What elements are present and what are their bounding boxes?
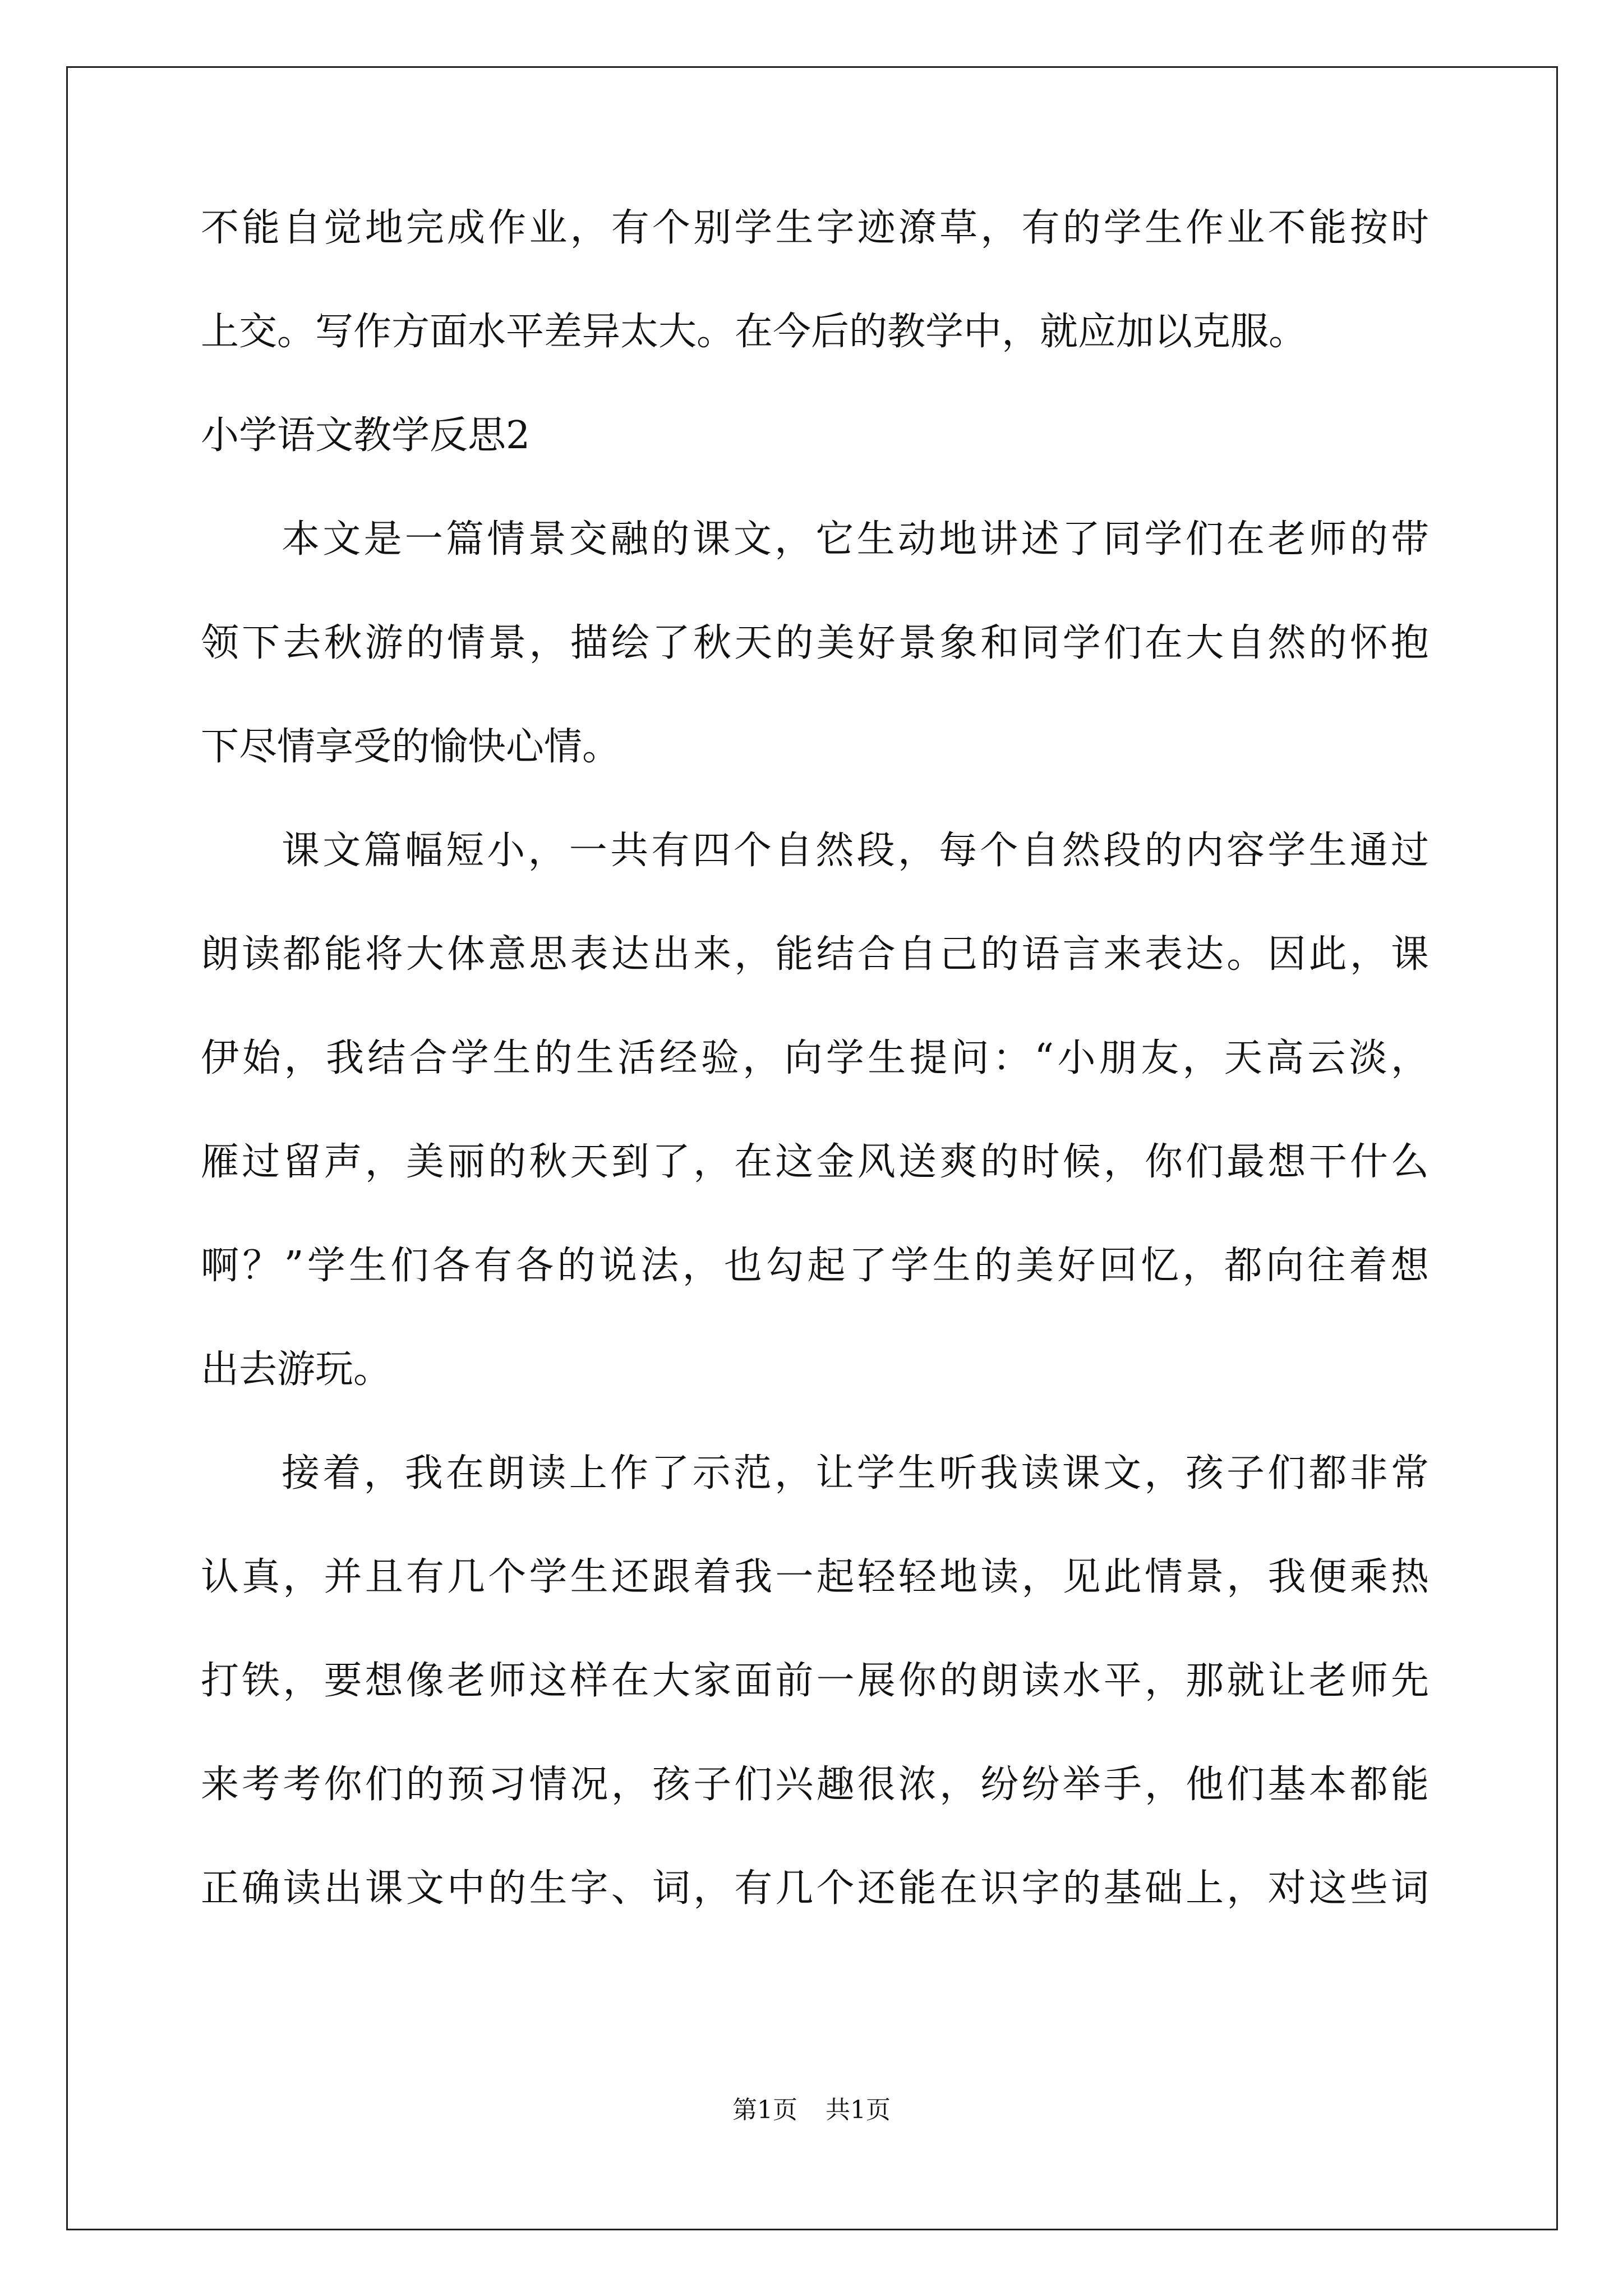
text-line: 来考考你们的预习情况，孩子们兴趣很浓，纷纷举手，他们基本都能 [201, 1763, 1429, 1807]
text-line: 打铁，要想像老师这样在大家面前一展你的朗读水平，那就让老师先 [201, 1659, 1429, 1703]
text-line: 出去游玩。 [201, 1347, 392, 1392]
text-line: 正确读出课文中的生字、词，有几个还能在识字的基础上，对这些词 [201, 1866, 1429, 1911]
text-line: 领下去秋游的情景，描绘了秋天的美好景象和同学们在大自然的怀抱 [201, 621, 1429, 665]
text-line: 小学语文教学反思2 [201, 413, 531, 458]
page-number: 第1页 [732, 2096, 797, 2124]
text-line: 接着，我在朗读上作了示范，让学生听我读课文，孩子们都非常 [282, 1451, 1429, 1496]
text-line: 朗读都能将大体意思表达出来，能结合自己的语言来表达。因此，课 [201, 932, 1429, 977]
document-body [201, 203, 1429, 1967]
text-line: 不能自觉地完成作业，有个别学生字迹潦草，有的学生作业不能按时 [201, 206, 1429, 250]
text-line: 课文篇幅短小，一共有四个自然段，每个自然段的内容学生通过 [282, 829, 1429, 873]
text-line: 上交。写作方面水平差异太大。在今后的教学中，就应加以克服。 [201, 310, 1307, 354]
page-footer [0, 2095, 1623, 2126]
text-line: 下尽情享受的愉快心情。 [201, 725, 621, 769]
text-line: 啊？”学生们各有各的说法，也勾起了学生的美好回忆，都向往着想 [201, 1244, 1429, 1288]
page-total: 共1页 [826, 2096, 891, 2124]
text-line: 雁过留声，美丽的秋天到了，在这金风送爽的时候，你们最想干什么 [201, 1140, 1429, 1184]
text-line: 认真，并且有几个学生还跟着我一起轻轻地读，见此情景，我便乘热 [201, 1555, 1429, 1599]
text-line: 本文是一篇情景交融的课文，它生动地讲述了同学们在老师的带 [282, 517, 1429, 562]
text-line: 伊始，我结合学生的生活经验，向学生提问：“小朋友，天高云淡， [201, 1036, 1429, 1080]
